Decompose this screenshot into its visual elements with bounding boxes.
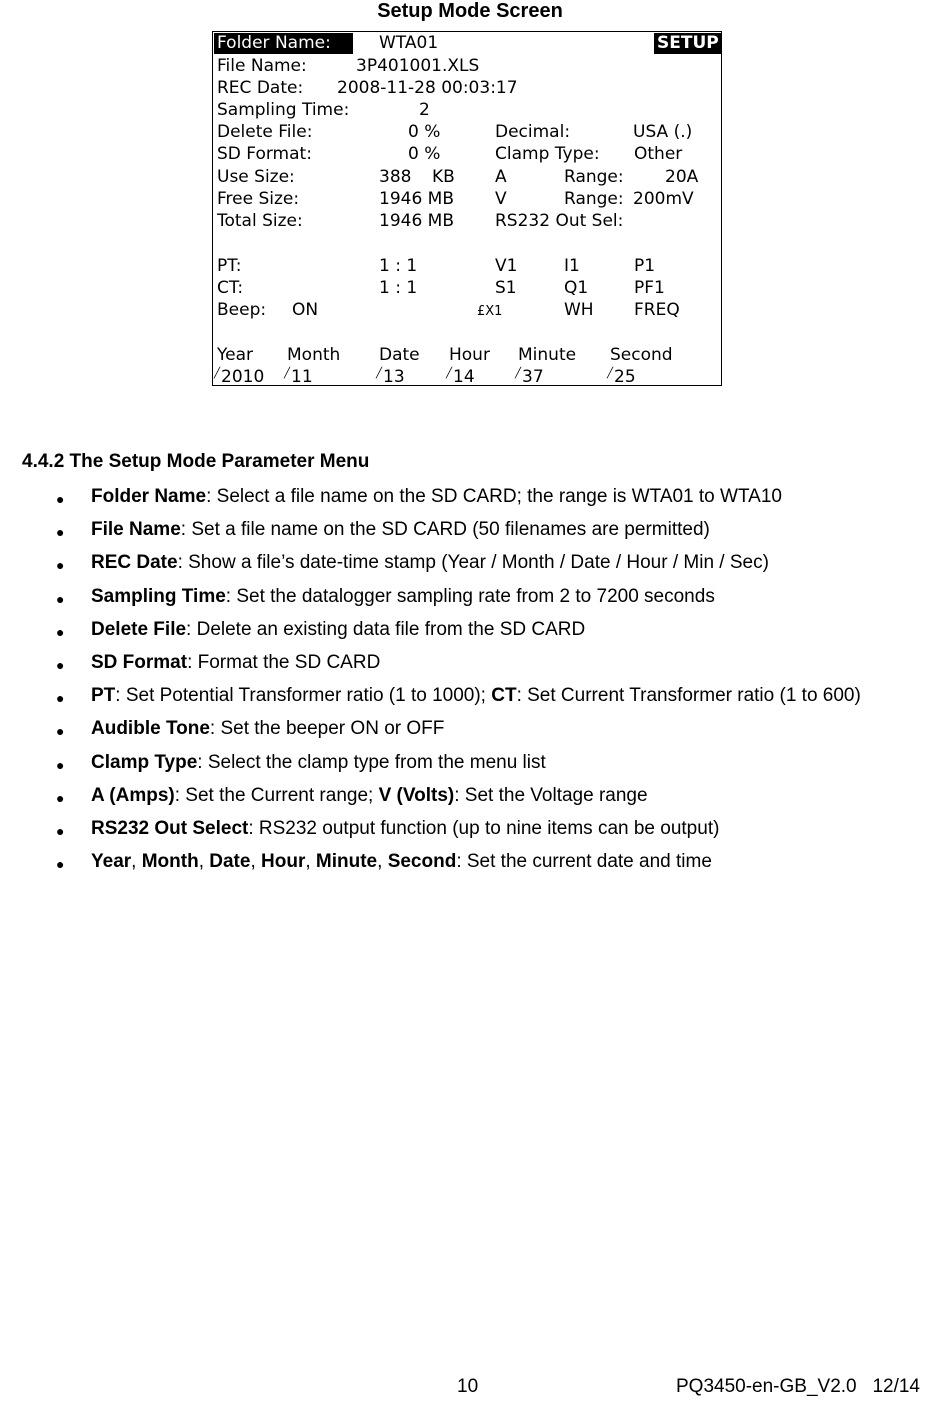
voltage-channel-label: V	[495, 189, 507, 209]
bullet-icon: ●	[56, 491, 65, 507]
delete-file-label: Delete File:	[217, 122, 313, 142]
list-item-text	[91, 785, 648, 807]
rs232-item: WH	[564, 300, 594, 320]
rs232-item: FREQ	[634, 300, 680, 320]
month-label: Month	[287, 345, 341, 365]
rs232-item: V1	[495, 256, 518, 276]
edit-cursor-icon: ╱	[376, 368, 383, 379]
description: : Set Potential Transformer ratio (1 to 1000);	[115, 685, 492, 706]
term: Clamp Type	[91, 752, 198, 773]
description: ,	[198, 851, 210, 872]
delete-file-value: 0 %	[408, 122, 441, 142]
voltage-range-label: Range:	[564, 189, 624, 209]
second-value: 25	[614, 367, 636, 387]
description: : Format the SD CARD	[187, 652, 381, 673]
rec-date-value: 2008-11-28 00:03:17	[337, 78, 518, 98]
pt-value: 1 : 1	[379, 256, 418, 276]
term: CT	[491, 685, 517, 706]
total-size-value: 1946 MB	[379, 211, 454, 231]
folder-name-value: WTA01	[379, 33, 439, 53]
setup-mode-screen	[212, 31, 722, 386]
term: Year	[91, 851, 132, 872]
description: ,	[131, 851, 142, 872]
sd-format-value: 0 %	[408, 144, 441, 164]
description: : Set the Current range;	[174, 785, 379, 806]
description: ,	[305, 851, 316, 872]
section-heading: 4.4.2 The Setup Mode Parameter Menu	[22, 451, 370, 472]
voltage-range-value: 200mV	[633, 189, 694, 209]
list-item-text	[91, 619, 585, 641]
term: Minute	[315, 851, 378, 872]
description: : Set the datalogger sampling rate from 2 to 7200 seconds	[225, 586, 715, 607]
use-size-unit: KB	[432, 167, 455, 187]
bullet-icon: ●	[56, 690, 65, 706]
rs232-item: PF1	[634, 278, 665, 298]
bullet-icon: ●	[56, 823, 65, 839]
description: ,	[250, 851, 262, 872]
list-item-text	[91, 718, 444, 740]
ct-value: 1 : 1	[379, 278, 418, 298]
free-size-value: 1946 MB	[379, 189, 454, 209]
bullet-icon: ●	[56, 723, 65, 739]
rs232-item: Q1	[564, 278, 589, 298]
minute-value: 37	[522, 367, 544, 387]
year-label: Year	[217, 345, 253, 365]
term: Month	[141, 851, 199, 872]
term: Delete File	[91, 619, 187, 640]
rs232-out-sel-label: RS232 Out Sel:	[495, 211, 624, 231]
figure-caption: Setup Mode Screen	[377, 0, 563, 22]
description: : Set the current date and time	[456, 851, 712, 872]
year-value: 2010	[221, 367, 265, 387]
edit-cursor-icon: ╱	[446, 368, 453, 379]
document-code: PQ3450-en-GB_V2.0 12/14	[676, 1376, 920, 1397]
list-item-text	[91, 586, 715, 608]
edit-cursor-icon: ╱	[284, 368, 291, 379]
second-value-field[interactable]	[607, 367, 636, 390]
sampling-time-label: Sampling Time:	[217, 100, 350, 120]
rs232-item: I1	[564, 256, 580, 276]
rs232-item: £X1	[477, 304, 503, 319]
free-size-label: Free Size:	[217, 189, 300, 209]
list-item-text	[91, 519, 710, 541]
ct-label: CT:	[217, 278, 244, 298]
description: : RS232 output function (up to nine items can be output)	[248, 818, 720, 839]
list-item-text	[91, 752, 546, 774]
second-label: Second	[610, 345, 673, 365]
description: : Set a file name on the SD CARD (50 filenames are permitted)	[180, 519, 710, 540]
clamp-type-value: Other	[634, 144, 683, 164]
term: REC Date	[91, 552, 178, 573]
current-range-value: 20A	[665, 167, 699, 187]
year-value-field[interactable]	[214, 367, 264, 390]
use-size-label: Use Size:	[217, 167, 295, 187]
edit-cursor-icon: ╱	[214, 368, 221, 379]
bullet-icon: ●	[56, 790, 65, 806]
date-value-field[interactable]	[376, 367, 405, 390]
rec-date-label: REC Date:	[217, 78, 304, 98]
folder-name-label: Folder Name:	[214, 33, 353, 54]
file-name-value: 3P401001.XLS	[356, 56, 480, 76]
decimal-label: Decimal:	[495, 122, 571, 142]
term: V (Volts)	[378, 785, 455, 806]
description: : Set Current Transformer ratio (1 to 600)	[516, 685, 861, 706]
rs232-item: S1	[495, 278, 517, 298]
term: PT	[91, 685, 116, 706]
current-range-label: Range:	[564, 167, 624, 187]
description: : Set the Voltage range	[454, 785, 648, 806]
list-item-text	[91, 818, 719, 840]
term: File Name	[91, 519, 181, 540]
list-item-text	[91, 652, 380, 674]
bullet-icon: ●	[56, 524, 65, 540]
minute-value-field[interactable]	[515, 367, 544, 390]
term: Audible Tone	[91, 718, 210, 739]
setup-badge: SETUP	[654, 33, 722, 54]
pt-label: PT:	[217, 256, 242, 276]
decimal-value: USA (.)	[633, 122, 693, 142]
hour-value: 14	[453, 367, 475, 387]
page-number: 10	[457, 1376, 479, 1397]
sampling-time-value: 2	[419, 100, 430, 120]
description: : Select the clamp type from the menu list	[197, 752, 546, 773]
date-label: Date	[379, 345, 420, 365]
bullet-icon: ●	[56, 657, 65, 673]
edit-cursor-icon: ╱	[515, 368, 522, 379]
description: : Set the beeper ON or OFF	[209, 718, 445, 739]
description: : Select a file name on the SD CARD; the range is WTA01 to WTA10	[206, 486, 782, 507]
term: Second	[387, 851, 457, 872]
use-size-number: 388	[379, 167, 412, 187]
clamp-type-label: Clamp Type:	[495, 144, 600, 164]
term: SD Format	[91, 652, 188, 673]
term: Date	[209, 851, 251, 872]
bullet-icon: ●	[56, 591, 65, 607]
description: : Show a file’s date-time stamp (Year / Month / Date / Hour / Min / Sec)	[177, 552, 769, 573]
term: A (Amps)	[91, 785, 175, 806]
current-channel-label: A	[495, 167, 507, 187]
bullet-icon: ●	[56, 757, 65, 773]
bullet-icon: ●	[56, 557, 65, 573]
total-size-label: Total Size:	[217, 211, 303, 231]
bullet-icon: ●	[56, 624, 65, 640]
sd-format-label: SD Format:	[217, 144, 312, 164]
hour-label: Hour	[449, 345, 490, 365]
hour-value-field[interactable]	[446, 367, 475, 390]
list-item-text	[91, 486, 782, 508]
term: Folder Name	[91, 486, 207, 507]
minute-label: Minute	[518, 345, 577, 365]
description: ,	[377, 851, 388, 872]
edit-cursor-icon: ╱	[607, 368, 614, 379]
bullet-icon: ●	[56, 856, 65, 872]
list-item-text	[91, 552, 769, 574]
rs232-item: P1	[634, 256, 656, 276]
list-item-text	[91, 851, 712, 873]
beep-label: Beep:	[217, 300, 267, 320]
month-value: 11	[291, 367, 313, 387]
description: : Delete an existing data file from the SD CARD	[186, 619, 586, 640]
term: Hour	[261, 851, 306, 872]
list-item-text	[91, 685, 861, 707]
term: Sampling Time	[91, 586, 226, 607]
file-name-label: File Name:	[217, 56, 307, 76]
beep-value: ON	[292, 300, 319, 320]
term: RS232 Out Select	[91, 818, 249, 839]
date-value: 13	[383, 367, 405, 387]
month-value-field[interactable]	[284, 367, 313, 390]
